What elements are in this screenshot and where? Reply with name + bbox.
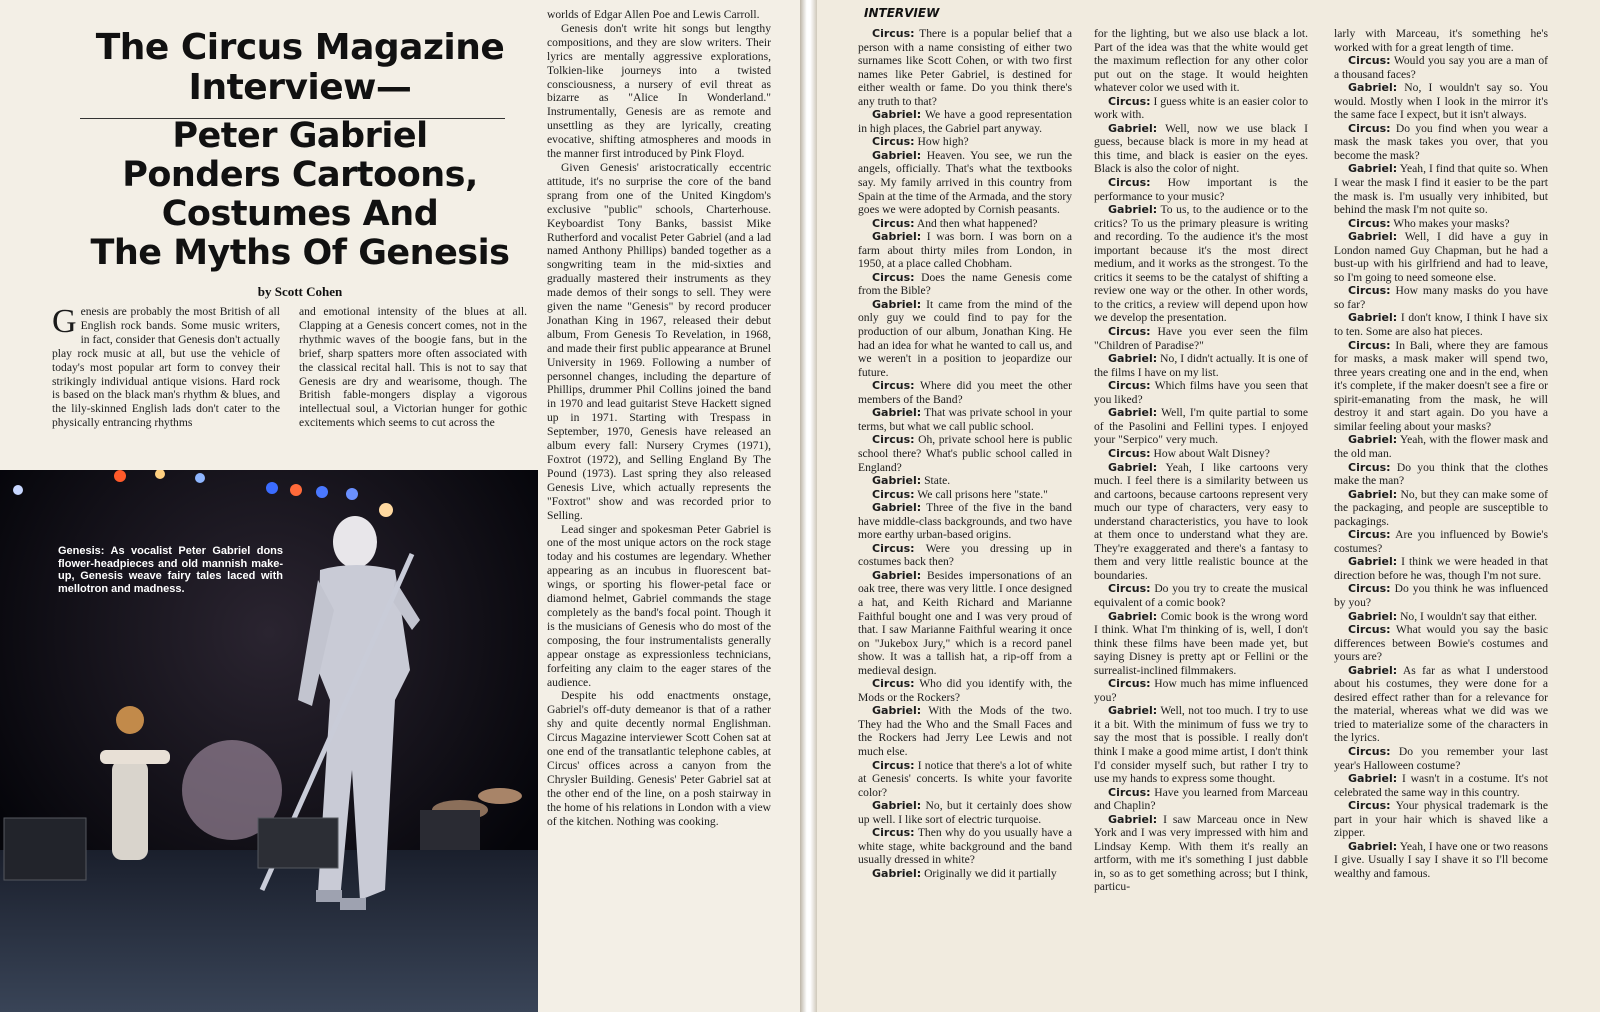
speaker-label: Gabriel: bbox=[872, 704, 922, 718]
qa-text: Do you think that the clothes make the man? bbox=[1334, 460, 1548, 488]
interview-column-2 bbox=[1094, 27, 1308, 1009]
qa-paragraph bbox=[858, 542, 1072, 569]
qa-text: Besides impersonations of an oak tree, there was very little. I once designed a hat, and Keith Richard and Marianne Faithful bought one and I was very proud of that. I saw Marianne Faithful wearing it once on "Jukebox Jury," which is a record panel show. It was a tallish hat, a rip-off from a medieval design. bbox=[858, 568, 1072, 677]
article-paragraph: Genesis don't write hit songs but lengthy compositions, and they are slow writers. Their lyrics are mentally aggressive explorations, Tolkien-like journeys into a twisted consciousness, a nursery of evil threat as bizarre as "Alice In Wonderland." Instrumentally, Genesis are as remote and unsettling as they are lyrically, creating evocative, shifting atmospheres and moods in the manner first introduced by Pink Floyd. bbox=[547, 21, 771, 161]
qa-paragraph bbox=[1334, 664, 1548, 745]
qa-paragraph bbox=[1094, 461, 1308, 583]
qa-text: Yeah, with the flower mask and the old man. bbox=[1334, 433, 1548, 460]
qa-text: Have you learned from Marceau and Chaplin? bbox=[1094, 785, 1308, 813]
qa-text: I saw Marceau once in New York and I was very impressed with him and Lindsay Kemp. With them it's really an artform, with me it's something I just dabble in, so as to get something across; but I think, particu- bbox=[1094, 812, 1308, 894]
qa-text: State. bbox=[924, 474, 951, 488]
speaker-label: Gabriel: bbox=[1348, 663, 1398, 677]
speaker-label: Gabriel: bbox=[872, 406, 922, 420]
qa-text: Have you ever seen the film "Children of Paradise?" bbox=[1094, 325, 1308, 352]
qa-paragraph bbox=[1094, 610, 1308, 678]
drop-cap: G bbox=[52, 305, 77, 340]
speaker-label: Gabriel: bbox=[872, 297, 922, 311]
speaker-label: Circus: bbox=[872, 270, 915, 284]
qa-paragraph bbox=[1094, 677, 1308, 704]
qa-text: No, I didn't actually. It is one of the films I have on my list. bbox=[1094, 352, 1308, 379]
qa-text: That was private school in your terms, but what we call public school. bbox=[858, 406, 1072, 433]
qa-paragraph bbox=[858, 488, 1072, 502]
qa-text: To us, to the audience or to the critics? To us the primary pleasure is writing and recording. To the audience it's the most important because it's the most direct medium, and it works as the strongest. To the critics it seems to be the catalyst of shifting a review one way or the other. In other words, to the critics, a review will depend upon how we develop the presentation. bbox=[1094, 203, 1308, 325]
speaker-label: Circus: bbox=[872, 433, 915, 447]
headline-line: Ponders Cartoons, bbox=[122, 155, 478, 195]
qa-text: How about Walt Disney? bbox=[1153, 446, 1270, 460]
speaker-label: Circus: bbox=[872, 27, 915, 40]
qa-paragraph bbox=[858, 474, 1072, 488]
qa-paragraph bbox=[1334, 81, 1548, 122]
speaker-label: Circus: bbox=[1108, 176, 1151, 190]
qa-paragraph bbox=[1334, 311, 1548, 338]
qa-text: Who makes your masks? bbox=[1393, 216, 1510, 230]
qa-paragraph bbox=[1334, 433, 1548, 460]
qa-paragraph bbox=[858, 867, 1072, 881]
photo-caption: Genesis: As vocalist Peter Gabriel dons flower-headpieces and old mannish make-up, Genesis weave fairy tales laced with mellotron and madness. bbox=[58, 545, 283, 595]
qa-paragraph bbox=[1094, 406, 1308, 447]
qa-paragraph bbox=[858, 677, 1072, 704]
qa-paragraph bbox=[858, 149, 1072, 217]
qa-text: Are you influenced by Bowie's costumes? bbox=[1334, 528, 1548, 555]
headline-line: The Myths Of Genesis bbox=[90, 233, 510, 273]
qa-paragraph bbox=[1094, 786, 1308, 813]
qa-text: How important is the performance to your music? bbox=[1094, 176, 1308, 203]
speaker-label: Circus: bbox=[1108, 325, 1151, 339]
qa-paragraph bbox=[858, 569, 1072, 677]
speaker-label: Circus: bbox=[1108, 379, 1151, 393]
speaker-label: Circus: bbox=[872, 135, 915, 149]
byline: by Scott Cohen bbox=[257, 284, 343, 299]
qa-text: I think we were headed in that direction before he was, though I'm not sure. bbox=[1334, 555, 1548, 582]
qa-text: Do you try to create the musical equivalent of a comic book? bbox=[1094, 582, 1308, 609]
speaker-label: Circus: bbox=[1348, 121, 1391, 135]
qa-paragraph bbox=[1094, 325, 1308, 352]
qa-paragraph bbox=[1334, 555, 1548, 582]
qa-paragraph bbox=[1334, 162, 1548, 216]
qa-text: Do you think he was influenced by you? bbox=[1334, 582, 1548, 609]
qa-paragraph bbox=[1094, 352, 1308, 379]
qa-paragraph bbox=[1334, 461, 1548, 488]
qa-text: We have a good representation in high places, the Gabriel part anyway. bbox=[858, 108, 1072, 135]
speaker-label: Gabriel: bbox=[1348, 81, 1398, 95]
qa-paragraph bbox=[858, 217, 1072, 231]
qa-paragraph bbox=[1334, 488, 1548, 529]
speaker-label: Circus: bbox=[1348, 799, 1391, 813]
qa-text: Were you dressing up in costumes back then? bbox=[858, 541, 1072, 569]
qa-text: Originally we did it partially bbox=[924, 866, 1057, 880]
interview-column-1 bbox=[858, 27, 1072, 1009]
speaker-label: Gabriel: bbox=[1348, 487, 1398, 501]
speaker-label: Gabriel: bbox=[1348, 772, 1398, 786]
speaker-label: Gabriel: bbox=[1348, 609, 1398, 623]
qa-text: Would you say you are a man of a thousand faces? bbox=[1334, 54, 1548, 81]
speaker-label: Gabriel: bbox=[1108, 203, 1158, 217]
headline-top bbox=[60, 28, 540, 108]
qa-paragraph bbox=[858, 27, 1072, 108]
speaker-label: Gabriel: bbox=[872, 474, 922, 488]
qa-text: No, I wouldn't say that either. bbox=[1400, 609, 1538, 623]
speaker-label: Circus: bbox=[1108, 446, 1151, 460]
headline-line: Interview— bbox=[188, 67, 412, 108]
qa-text: Oh, private school here is public school there? What's public school called in England? bbox=[858, 433, 1072, 474]
qa-paragraph bbox=[1094, 813, 1308, 894]
speaker-label: Circus: bbox=[872, 541, 915, 555]
article-paragraph: worlds of Edgar Allen Poe and Lewis Carroll. bbox=[547, 8, 760, 21]
qa-text: Then why do you usually have a white stage, white background and the band usually dressed in white? bbox=[858, 826, 1072, 867]
speaker-label: Gabriel: bbox=[1108, 609, 1158, 623]
qa-text: Which films have you seen that you liked? bbox=[1094, 379, 1308, 406]
qa-text: And then what happened? bbox=[916, 216, 1038, 230]
speaker-label: Circus: bbox=[872, 216, 915, 230]
qa-text: What would you say the basic differences between Bowie's costumes and yours are? bbox=[1334, 623, 1548, 664]
speaker-label: Circus: bbox=[872, 487, 915, 501]
concert-photo bbox=[0, 470, 538, 1012]
speaker-label: Gabriel: bbox=[872, 799, 922, 813]
qa-paragraph bbox=[1334, 27, 1548, 54]
qa-text: How much has mime influenced you? bbox=[1094, 677, 1308, 704]
article-paragraph: enesis are probably the most British of all English rock bands. Some music writers, in fact, consider that Genesis don't actually play rock music at all, but use the vehicle of today's most popular art form to convey their strikingly individual antique visions. Hard rock is based on the black man's rhythm & blues, and the lily-skinned English lads don't cater to the physically entrancing rhythms bbox=[52, 305, 280, 430]
qa-paragraph bbox=[1334, 230, 1548, 284]
qa-paragraph bbox=[858, 799, 1072, 826]
speaker-label: Circus: bbox=[1108, 785, 1151, 799]
qa-list bbox=[858, 27, 1072, 880]
qa-paragraph bbox=[1334, 840, 1548, 881]
speaker-label: Gabriel: bbox=[1348, 555, 1398, 569]
speaker-label: Circus: bbox=[1348, 460, 1391, 474]
speaker-label: Circus: bbox=[1108, 94, 1151, 108]
qa-text: With the Mods of the two. They had the Who and the Small Faces and the Rockers had Jerry Lee Lewis and not much else. bbox=[858, 704, 1072, 758]
speaker-label: Gabriel: bbox=[1348, 230, 1398, 244]
qa-text: Well, I'm quite partial to some of the Pasolini and Fellini types. I enjoyed your "Serpico" very much. bbox=[1094, 406, 1308, 447]
speaker-label: Gabriel: bbox=[1348, 839, 1398, 853]
qa-text: Heaven. You see, we run the angels, officially. That's what the textbooks say. My family arrived in this country from Spain at the time of the Armada, and the story goes we were adopted by Cornish peasants. bbox=[858, 148, 1072, 217]
qa-paragraph bbox=[1334, 528, 1548, 555]
qa-paragraph bbox=[1094, 122, 1308, 176]
headline-line: Costumes And bbox=[161, 194, 439, 234]
interview-column-3 bbox=[1334, 27, 1548, 1009]
qa-text: I wasn't in a costume. It's not celebrated the same way in this country. bbox=[1334, 772, 1548, 799]
headline-line: Peter Gabriel bbox=[172, 116, 428, 156]
article-column-3 bbox=[547, 8, 771, 1008]
article-paragraph: and emotional intensity of the blues at all. Clapping at a Genesis concert comes, not in the rhythmic waves of the boogie fans, but in the brief, sharp spatters more often associated with the classical recital hall. This is not to say that Genesis are dry and wearisome, though. The British fable-mongers display a vigorous intellectual soul, a Victorian hunger for gothic excitements which seems to cut across the bbox=[299, 305, 527, 430]
qa-text: No, but they can make some of the packaging, and people are susceptible to packagings. bbox=[1334, 487, 1548, 528]
speaker-label: Circus: bbox=[1108, 582, 1151, 596]
qa-paragraph bbox=[1334, 745, 1548, 772]
qa-paragraph bbox=[1334, 799, 1548, 840]
qa-paragraph bbox=[1094, 203, 1308, 325]
speaker-label: Gabriel: bbox=[1108, 121, 1158, 135]
qa-text: I was born. I was born on a farm about thirty miles from London, in 1950, at a place called Chobham. bbox=[858, 230, 1072, 271]
speaker-label: Circus: bbox=[1348, 54, 1391, 68]
speaker-label: Gabriel: bbox=[872, 866, 922, 880]
qa-text: Three of the five in the band have middle-class backgrounds, and two have more earthy urban-based origins. bbox=[858, 501, 1072, 542]
qa-text: Well, now we use black I guess, because black is more in my head at this time, and black is easier on the eyes. Black is also the color of night. bbox=[1094, 121, 1308, 176]
qa-list bbox=[1334, 27, 1548, 880]
speaker-label: Circus: bbox=[872, 826, 915, 840]
qa-text: Well, I did have a guy in London named Guy Chapman, but he had a bust-up with his girlfriend and had to leave, so I'm going to need someone else. bbox=[1334, 230, 1548, 284]
qa-paragraph bbox=[858, 433, 1072, 474]
qa-paragraph bbox=[1334, 623, 1548, 664]
qa-text: Yeah, I have one or two reasons I give. Usually I say I shave it so I'll become wealthy and famous. bbox=[1334, 839, 1548, 880]
speaker-label: Gabriel: bbox=[1348, 162, 1398, 176]
qa-text: Yeah, I like cartoons very much. I feel there is a similarity between us and cartoons, because cartoons represent very much our type of characters, very easy to understand characteristics, you have to look at them once to understand what they are. They're exaggerated and there's a fantasy to them and very little realistic bounce at the boundaries. bbox=[1094, 460, 1308, 582]
qa-text: In Bali, where they are famous for masks, a mask maker will spend two, three years creating one and in the end, when it's complete, if the maker doesn't see a fire or spirit-emanating from the mask, he will destroy it and start again. Do you have a similar feeling about your masks? bbox=[1334, 338, 1548, 433]
article-paragraph: Despite his odd enactments onstage, Gabriel's off-duty demeanor is that of a rather shy and quite decently normal Englishman. Circus Magazine interviewer Scott Cohen sat at one end of the transatlantic telephone cables, at Circus' offices across a canyon from the Chrysler Building. Genesis' Peter Gabriel sat at the other end of the line, on a posh stairway in the home of his relations in London with a view of the kitchen. Nothing was cooking. bbox=[547, 689, 771, 828]
qa-paragraph bbox=[858, 298, 1072, 379]
speaker-label: Gabriel: bbox=[1108, 704, 1158, 718]
qa-paragraph bbox=[1334, 122, 1548, 163]
qa-text: As far as what I understood about his costumes, they were done for a desired effect rather than for a relevance for the material, whereas what we did was we tried to materialize some of the characters in the lyrics. bbox=[1334, 663, 1548, 745]
qa-paragraph bbox=[1094, 27, 1308, 95]
speaker-label: Gabriel: bbox=[872, 148, 922, 162]
speaker-label: Circus: bbox=[1348, 284, 1391, 298]
qa-text: How high? bbox=[917, 135, 969, 149]
speaker-label: Gabriel: bbox=[1348, 433, 1398, 447]
speaker-label: Gabriel: bbox=[1108, 352, 1158, 366]
qa-paragraph bbox=[1334, 582, 1548, 609]
qa-paragraph bbox=[1334, 54, 1548, 81]
speaker-label: Circus: bbox=[872, 379, 915, 393]
qa-text: Does the name Genesis come from the Bible? bbox=[858, 270, 1072, 298]
section-label: INTERVIEW bbox=[864, 6, 940, 20]
qa-paragraph bbox=[1094, 704, 1308, 785]
qa-text: I notice that there's a lot of white at Genesis' concerts. Is white your favorite color? bbox=[858, 758, 1072, 799]
qa-text: Well, not too much. I try to use it a bit. With the minimum of fuss we try to say the most that is possible. I really don't think I make a good mime artist, I don't think I'd consider myself such, but rather I try to use my hands to express some thought. bbox=[1094, 704, 1308, 786]
speaker-label: Gabriel: bbox=[1348, 311, 1398, 325]
qa-text: No, but it certainly does show up well. I like sort of electric turquoise. bbox=[858, 799, 1072, 826]
qa-text: It came from the mind of the only guy we could find to pay for the production of our album, Jonathan King. He had an idea for what he wanted to call us, and we weren't in a position to jeopardize our future. bbox=[858, 297, 1072, 379]
speaker-label: Circus: bbox=[1348, 744, 1391, 758]
qa-paragraph bbox=[858, 826, 1072, 867]
qa-paragraph bbox=[858, 704, 1072, 758]
qa-paragraph bbox=[1094, 447, 1308, 461]
qa-paragraph bbox=[858, 271, 1072, 298]
qa-text: I guess white is an easier color to work with. bbox=[1094, 94, 1308, 122]
speaker-label: Circus: bbox=[1348, 338, 1391, 352]
qa-text: Where did you meet the other members of the Band? bbox=[858, 379, 1072, 406]
qa-text: Do you remember your last year's Halloween costume? bbox=[1334, 744, 1548, 772]
page-gutter bbox=[800, 0, 817, 1012]
qa-paragraph bbox=[1334, 284, 1548, 311]
qa-paragraph bbox=[858, 501, 1072, 542]
qa-paragraph bbox=[858, 135, 1072, 149]
article-column-1 bbox=[52, 305, 280, 465]
speaker-label: Gabriel: bbox=[872, 108, 922, 122]
qa-list bbox=[1094, 27, 1308, 894]
qa-paragraph bbox=[1094, 582, 1308, 609]
qa-paragraph bbox=[858, 759, 1072, 800]
qa-paragraph bbox=[858, 230, 1072, 271]
headline-line: The Circus Magazine bbox=[95, 27, 505, 68]
speaker-label: Gabriel: bbox=[1108, 812, 1158, 826]
qa-paragraph bbox=[858, 379, 1072, 406]
speaker-label: Circus: bbox=[872, 677, 915, 691]
speaker-label: Gabriel: bbox=[872, 501, 922, 515]
qa-text: Yeah, I find that quite so. When I wear the mask I find it easier to be the part the mask is. I'm usually very inhibited, but behind the mask I'm not quite so. bbox=[1334, 162, 1548, 217]
article-paragraph: Given Genesis' aristocratically eccentric attitude, it's no surprise the core of the band sprang from one of the United Kingdom's exclusive "public" schools, Charterhouse. Keyboardist Tony Banks, bassist Mike Rutherford and vocalist Peter Gabriel (and a lad named Anthony Phillips) banded together as a songwriting team in the mid-sixties and gradually mastered their instruments as they made demos of their songs to sell. They were given the name "Genesis" by record producer Jonathan King in 1967, released their debut album, From Genesis To Revelation, in 1968, and made their first public appearance at Brunel University in 1969. Following a number of personnel changes, including the departure of Phillips, drummer Phil Collins joined the band in 1970 and lead guitarist Steve Hackett signed up in 1971. Starting with Trespass in September, 1970, Genesis have released an album every fall: Nursery Crymes (1971), Foxtrot (1972), and Selling England By The Pound (1973). Last spring they also released Genesis Live, which actually represents the "Foxtrot" show and was recorded prior to Selling. bbox=[547, 160, 771, 522]
qa-paragraph bbox=[1334, 772, 1548, 799]
qa-text: larly with Marceau, it's something he's worked with for a great length of time. bbox=[1334, 27, 1548, 54]
qa-paragraph bbox=[858, 406, 1072, 433]
qa-text: How many masks do you have so far? bbox=[1334, 284, 1548, 311]
headline-subtitle bbox=[60, 117, 540, 273]
speaker-label: Gabriel: bbox=[872, 230, 922, 244]
speaker-label: Gabriel: bbox=[1108, 460, 1158, 474]
qa-text: No, I wouldn't say so. You would. Mostly when I look in the mirror it's the same face I expect, but it isn't always. bbox=[1334, 81, 1548, 122]
speaker-label: Circus: bbox=[1348, 216, 1391, 230]
qa-text: There is a popular belief that a person with a name consisting of either two surnames like Scott Cohen, or with two first names like Peter Gabriel, is destined for either wealth or fame. Do you think there's any truth to that? bbox=[858, 27, 1072, 108]
speaker-label: Gabriel: bbox=[872, 568, 922, 582]
qa-text: We call prisons here "state." bbox=[917, 487, 1048, 501]
qa-text: Your physical trademark is the part in your hair which is shaved like a zipper. bbox=[1334, 799, 1548, 840]
qa-text: Comic book is the wrong word I think. What I'm thinking of is, well, I don't think these films have been made yet, but saying Disney is pretty apt or Fellini or the surrealist-inclined filmmakers. bbox=[1094, 609, 1308, 677]
speaker-label: Circus: bbox=[1108, 677, 1151, 691]
article-paragraph: Lead singer and spokesman Peter Gabriel is one of the most unique actors on the rock stage today and his costumes are legendary. Whether appearing as an incubus in fluorescent bat-wings, or sporting his flower-petal face or diamond helmet, Gabriel commands the stage completely as the band's focal point. Though it is the musicians of Genesis who do most of the composing, the four instrumentalists generally appear onstage as expressionless technicians, forfeiting any claim to the eager stares of the audience. bbox=[547, 522, 771, 689]
speaker-label: Gabriel: bbox=[1108, 406, 1158, 420]
qa-paragraph bbox=[1094, 95, 1308, 122]
qa-paragraph bbox=[1334, 610, 1548, 624]
qa-text: Who did you identify with, the Mods or the Rockers? bbox=[858, 677, 1072, 704]
qa-paragraph bbox=[1094, 379, 1308, 406]
qa-paragraph bbox=[1334, 339, 1548, 434]
speaker-label: Circus: bbox=[872, 758, 915, 772]
qa-text: I don't know, I think I have six to ten. Some are also hat pieces. bbox=[1334, 311, 1548, 339]
qa-paragraph bbox=[1094, 176, 1308, 203]
qa-text: Do you find when you wear a mask the mask takes you over, that you become the mask? bbox=[1334, 121, 1548, 162]
qa-text: for the lighting, but we also use black a lot. Part of the idea was that the white would get the maximum reflection for any other color put out on the stage. It would heighten whatever color we used with it. bbox=[1094, 27, 1308, 95]
qa-paragraph bbox=[1334, 217, 1548, 231]
article-column-2 bbox=[299, 305, 527, 465]
qa-paragraph bbox=[858, 108, 1072, 135]
speaker-label: Circus: bbox=[1348, 582, 1391, 596]
speaker-label: Circus: bbox=[1348, 528, 1391, 542]
speaker-label: Circus: bbox=[1348, 623, 1391, 637]
